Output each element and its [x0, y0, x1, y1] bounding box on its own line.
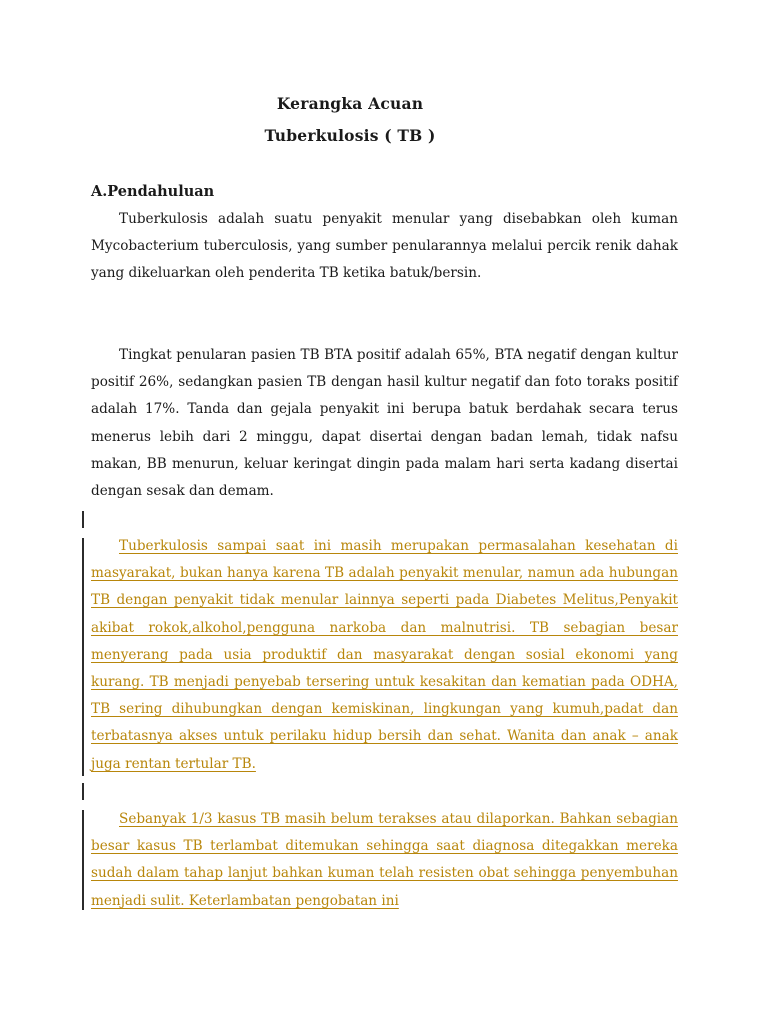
document-title: Kerangka Acuan	[276, 94, 424, 113]
paragraph-intro: Tuberkulosis adalah suatu penyakit menular yang disebabkan oleh kuman Mycobacterium tuberculosis, yang sumber penularannya melalui percik renik dahak yang dikeluarkan oleh penderita TB ketika batuk/bersin.	[91, 211, 678, 282]
paragraph-tracked-insertion-2	[91, 806, 678, 916]
paragraph-tracked-insertion-1	[91, 533, 678, 778]
paragraph-transmission: Tingkat penularan pasien TB BTA positif adalah 65%, BTA negatif dengan kultur positif 26%, sedangkan pasien TB dengan hasil kultur negatif dan foto toraks positif adalah 17%. Tanda dan gejala penyakit ini berupa batuk berdahak secara terus menerus lebih dari 2 minggu, dapat disertai dengan badan lemah, tidak nafsu makan, BB menurun, keluar keringat dingin pada malam hari serta kadang disertai dengan sesak dan demam.	[91, 347, 678, 500]
tracked-change-text: Tuberkulosis sampai saat ini masih merupakan permasalahan kesehatan di masyarakat, bukan hanya karena TB adalah penyakit menular, namun ada hubungan TB dengan penyakit tidak menular lainnya seperti pada Diabetes Melitus,Penyakit akibat rokok,alkohol,pengguna narkoba dan malnutrisi. TB sebagian besar menyerang pada usia produktif dan masyarakat dengan sosial ekonomi yang kurang. TB menjadi penyebab tersering untuk kesakitan dan kematian pada ODHA, TB sering dihubungkan dengan kemiskinan, lingkungan yang kumuh,padat dan terbatasnya akses untuk perilaku hidup bersih dan sehat. Wanita dan anak – anak juga rentan tertular TB.	[91, 538, 678, 772]
tracked-change-text: Sebanyak 1/3 kasus TB masih belum terakses atau dilaporkan. Bahkan sebagian besar kasus TB terlambat ditemukan sehingga saat diagnosa ditegakkan mereka sudah dalam tahap lanjut bahkan kuman telah resisten obat sehingga penyembuhan menjadi sulit. Keterlambatan pengobatan ini	[91, 811, 678, 909]
revision-bar	[82, 538, 84, 776]
document-subtitle: Tuberkulosis ( TB )	[264, 126, 436, 145]
revision-bar	[82, 511, 84, 528]
revision-bar	[82, 810, 84, 910]
revision-bar	[82, 783, 84, 800]
section-heading: A.Pendahuluan	[91, 183, 215, 200]
